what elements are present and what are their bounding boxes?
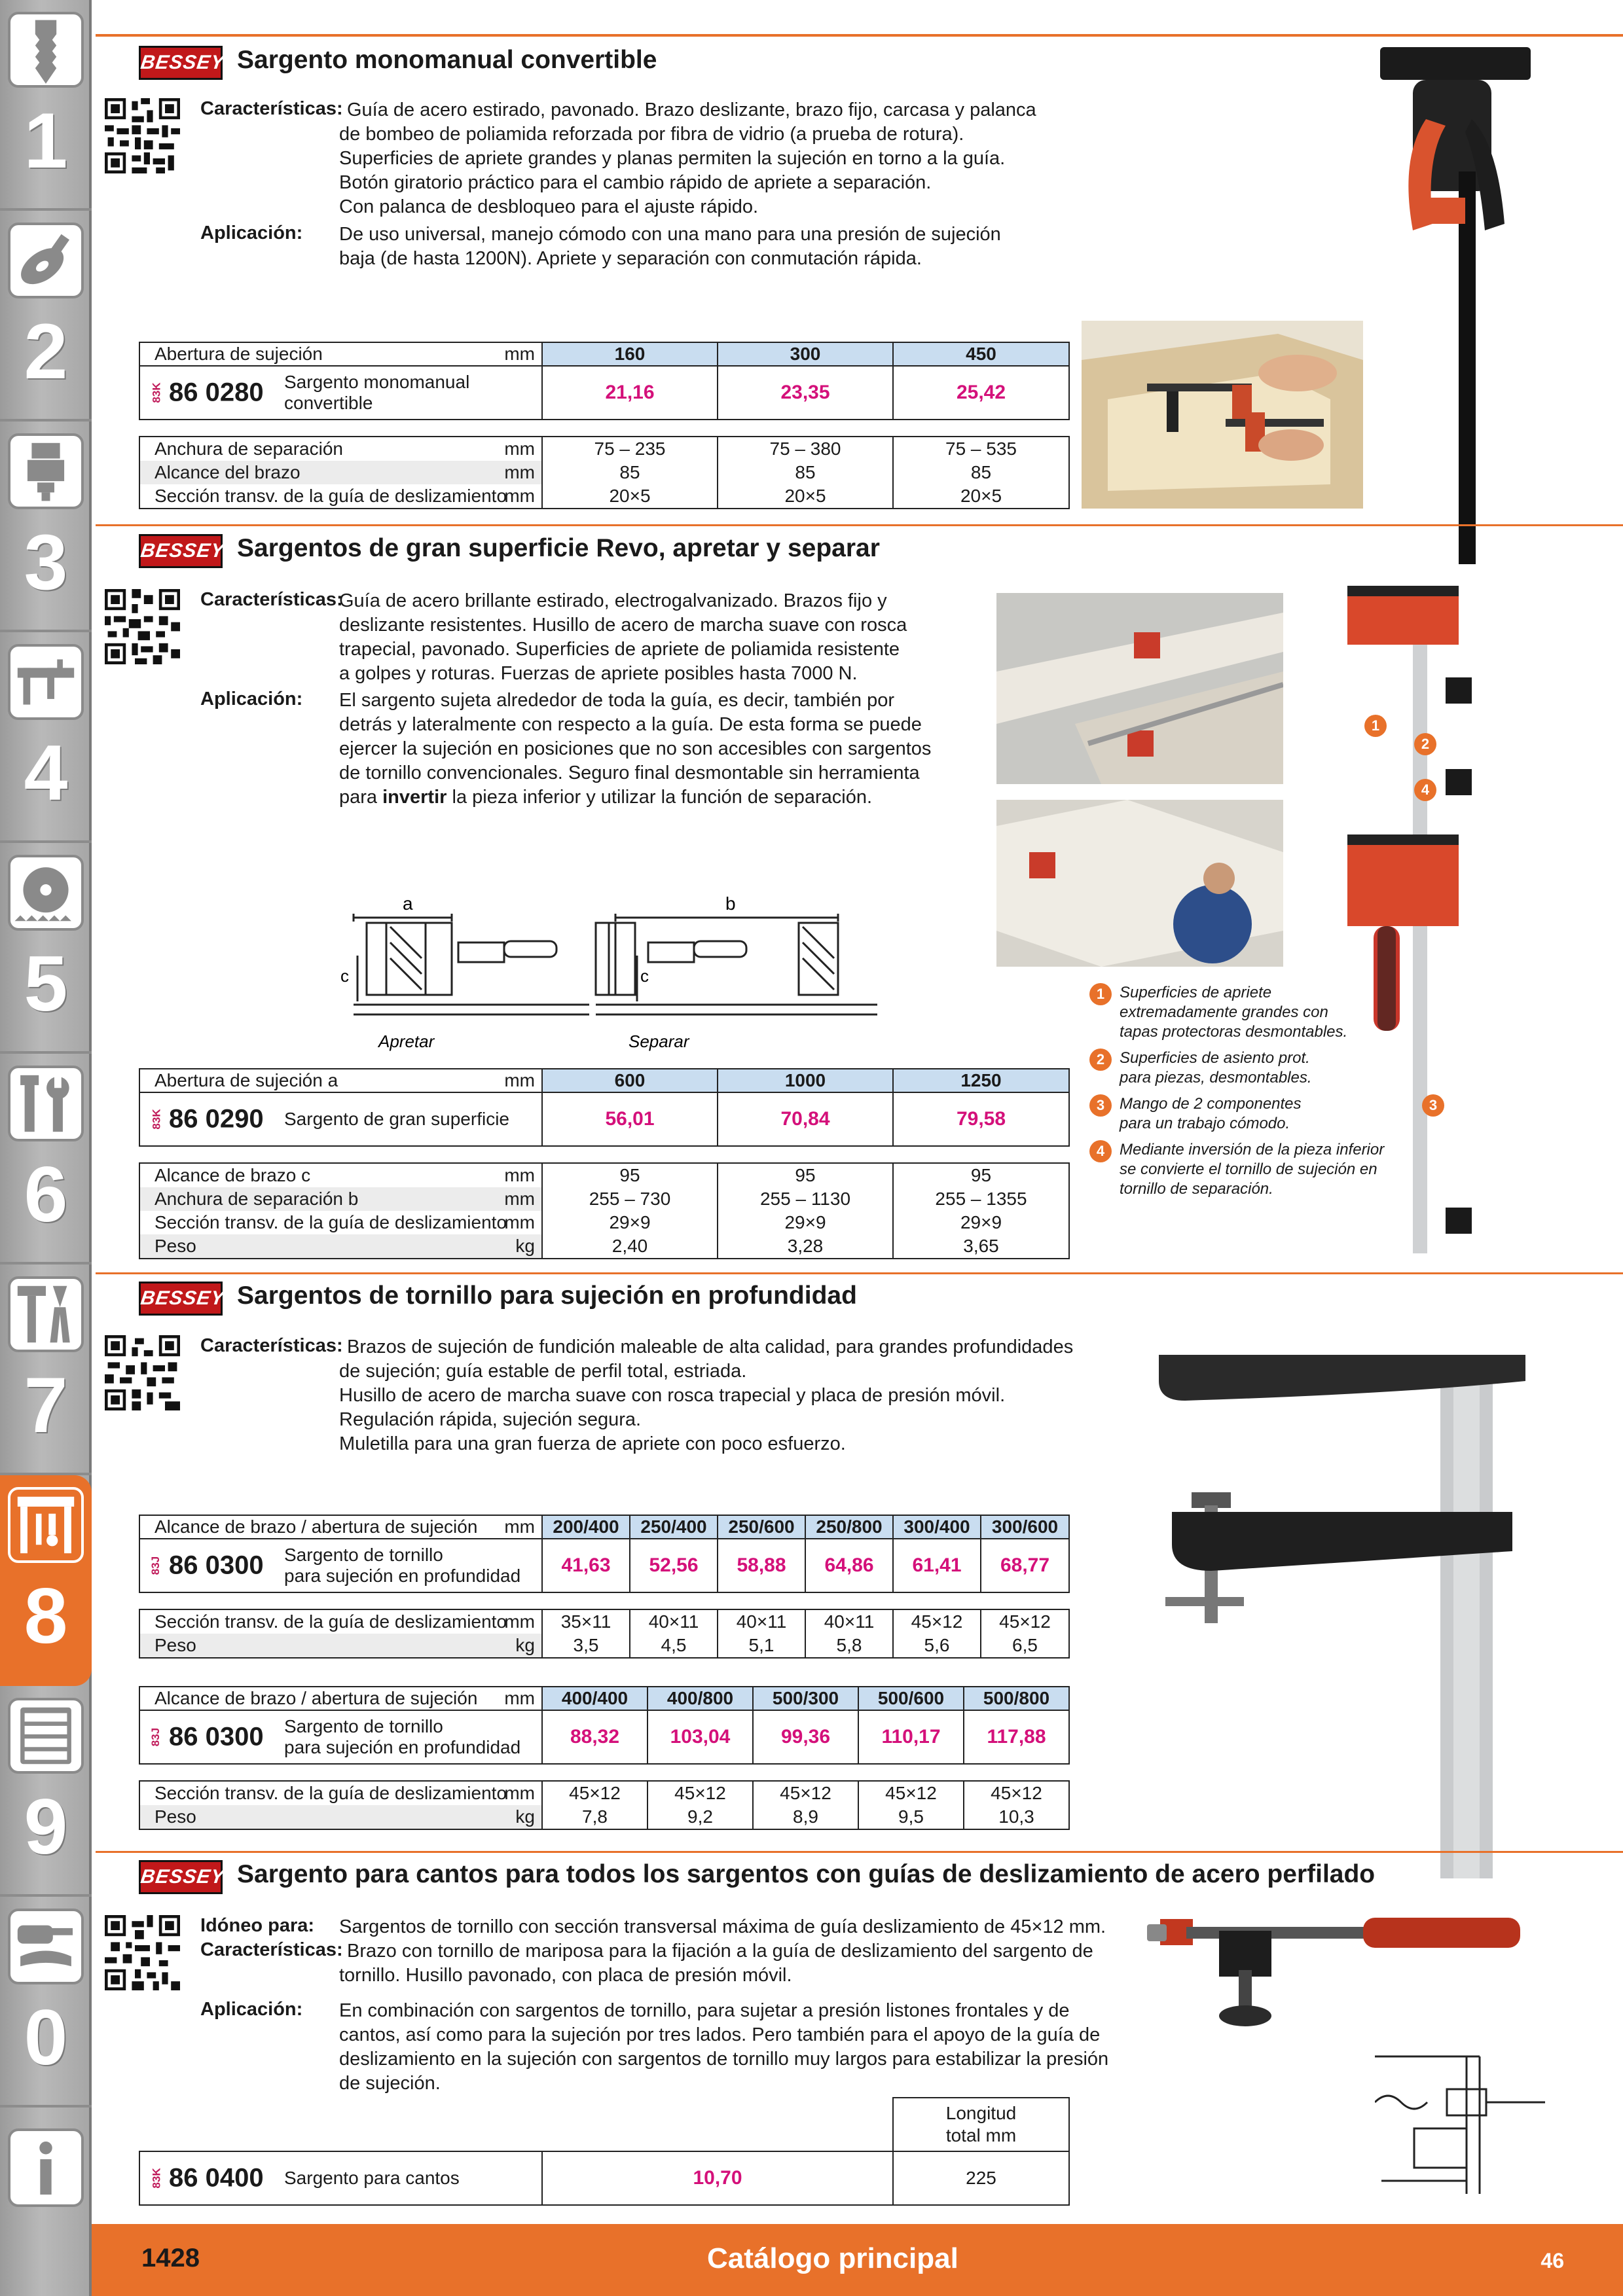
price: 25,42 — [893, 366, 1069, 420]
text-line: De uso universal, manejo cómodo con una mano para una presión de sujeción — [339, 224, 1001, 245]
cell: 45×12 — [753, 1781, 858, 1805]
chapter-number: 9 — [24, 1783, 68, 1871]
chapter-tab-4[interactable] — [0, 632, 92, 843]
product-photo-revo-2 — [996, 800, 1283, 967]
cell: 29×9 — [718, 1211, 893, 1234]
cell: 45×12 — [964, 1781, 1069, 1805]
text-line: baja (de hasta 1200N). Apriete y separación con conmutación rápida. — [339, 248, 922, 269]
article-cell — [139, 1539, 542, 1592]
chapter-sidebar — [0, 0, 92, 2296]
article-number: 86 0400 — [169, 2163, 264, 2193]
column-header: 400/400 — [542, 1687, 647, 1710]
drill-bit-icon — [8, 12, 84, 88]
article-description: Sargento de tornillo para sujeción en profundidad — [284, 1716, 521, 1757]
price: 70,84 — [718, 1092, 893, 1146]
price: 64,86 — [805, 1539, 893, 1592]
cell: 3,5 — [542, 1634, 630, 1658]
column-header: 400/800 — [647, 1687, 753, 1710]
price: 41,63 — [542, 1539, 630, 1592]
article-number: 86 0290 — [169, 1104, 264, 1134]
clamp-function-diagram — [340, 890, 890, 1054]
qr-code-icon[interactable] — [105, 1335, 180, 1410]
header-label: Abertura de sujeción mm — [139, 342, 542, 366]
application-text — [339, 689, 931, 810]
features-label: Características: — [200, 98, 343, 119]
chapter-tab-5[interactable] — [0, 843, 92, 1054]
article-code: 83J — [149, 1556, 162, 1575]
chapter-number: 0 — [24, 1994, 68, 2081]
article-cell — [139, 366, 542, 420]
row-label: Alcance de brazo c mm — [139, 1163, 542, 1187]
column-header: 250/400 — [630, 1515, 718, 1539]
caliper-icon — [8, 644, 84, 720]
spec-table-860300-a — [139, 1515, 1070, 1659]
bessey-logo: BESSEY — [139, 534, 223, 568]
dim-b: b — [725, 893, 736, 914]
cell: 40×11 — [805, 1609, 893, 1634]
cell: 20×5 — [718, 484, 893, 509]
saw-blade-icon — [8, 855, 84, 931]
price: 99,36 — [753, 1710, 858, 1764]
cell: 225 — [893, 2151, 1069, 2205]
spec-table-860290 — [139, 1068, 1070, 1259]
header-row — [139, 2098, 1069, 2151]
feature-legend — [1089, 983, 1384, 1199]
legend-item: 4 Mediante inversión de la pieza inferior se convierte el tornillo de sujeción en tornillo de separación. — [1089, 1140, 1384, 1199]
product-photo-revo-1 — [996, 593, 1283, 784]
cell: 45×12 — [858, 1781, 964, 1805]
column-header: 250/600 — [718, 1515, 805, 1539]
article-row[interactable] — [139, 1539, 1069, 1592]
text-line: Brazos de sujeción de fundición maleable de alta calidad, para grandes profundidades — [347, 1336, 1074, 1357]
features-label: Características: — [200, 589, 343, 610]
application-text — [339, 1999, 1108, 2096]
text-line: Botón giratorio práctico para el cambio rápido de apriete a separación. — [339, 172, 932, 193]
cell: 2,40 — [542, 1234, 718, 1259]
text-line: Muletilla para una gran fuerza de apriete con poco esfuerzo. — [339, 1433, 846, 1454]
section-title: Sargento para cantos para todos los sargentos con guías de deslizamiento de acero perfilado — [237, 1860, 1376, 1888]
spec-row — [139, 1609, 1069, 1634]
cell: 45×12 — [981, 1609, 1069, 1634]
text-line: tornillo. Husillo pavonado, con placa de presión móvil. — [339, 1965, 792, 1986]
features-text — [347, 98, 1036, 122]
column-header: 500/600 — [858, 1687, 964, 1710]
wrench-screwdriver-icon — [8, 1066, 84, 1141]
application-label: Aplicación: — [200, 1999, 303, 2020]
row-label: Sección transv. de la guía de deslizamiento mm — [139, 1609, 542, 1634]
column-header: 500/300 — [753, 1687, 858, 1710]
article-code: 83J — [149, 1727, 162, 1747]
pliers-icon — [8, 1276, 84, 1352]
spacer-row — [139, 1146, 1069, 1163]
text-line: Regulación rápida, sujeción segura. — [339, 1409, 642, 1430]
cell: 255 – 1130 — [718, 1187, 893, 1211]
bessey-logo: BESSEY — [139, 1282, 223, 1316]
row-label: Peso kg — [139, 1234, 542, 1259]
cell: 6,5 — [981, 1634, 1069, 1658]
features-text — [347, 1939, 1093, 1964]
callout-badge: 3 — [1422, 1094, 1444, 1117]
cell: 85 — [542, 461, 718, 484]
page-footer — [92, 2224, 1623, 2296]
chapter-number: 4 — [24, 729, 68, 817]
section-rule — [96, 1851, 1623, 1853]
spacer-row — [139, 1592, 1069, 1609]
spec-row — [139, 1234, 1069, 1259]
spec-row — [139, 1781, 1069, 1805]
dim-c: c — [340, 966, 349, 986]
price: 21,16 — [542, 366, 718, 420]
column-header: 160 — [542, 342, 718, 366]
bessey-logo: BESSEY — [139, 46, 223, 80]
cell: 7,8 — [542, 1805, 647, 1829]
qr-code-icon[interactable] — [105, 1915, 180, 1990]
application-label: Aplicación: — [200, 689, 303, 709]
cell: 29×9 — [542, 1211, 718, 1234]
column-header: 600 — [542, 1069, 718, 1092]
cell: 75 – 380 — [718, 437, 893, 461]
product-photo-clamp-monomanual — [1367, 41, 1550, 571]
cell: 35×11 — [542, 1609, 630, 1634]
text-line: de bombeo de poliamida reforzada por fibra de vidrio (a prueba de rotura). — [339, 124, 964, 145]
header-label: Abertura de sujeción a mm — [139, 1069, 542, 1092]
spec-row — [139, 1805, 1069, 1829]
price: 110,17 — [858, 1710, 964, 1764]
cell: 85 — [718, 461, 893, 484]
grinding-disc-icon — [8, 223, 84, 298]
legend-item: 1 Superficies de apriete extremadamente grandes con tapas protectoras desmontables. — [1089, 983, 1384, 1042]
cell: 40×11 — [718, 1609, 805, 1634]
tool-holder-icon — [8, 433, 84, 509]
cell: 5,8 — [805, 1634, 893, 1658]
header-row — [139, 1687, 1069, 1710]
spec-row — [139, 461, 1069, 484]
text-line: Guía de acero brillante estirado, electrogalvanizado. Brazos fijo y — [339, 590, 887, 611]
application-label: Aplicación: — [200, 223, 303, 243]
article-code: 83K — [150, 382, 163, 403]
product-photo-edge-clamp — [1147, 1905, 1540, 2049]
row-label: Alcance del brazo mm — [139, 461, 542, 484]
column-header: 250/800 — [805, 1515, 893, 1539]
cell: 95 — [542, 1163, 718, 1187]
info-icon — [8, 2128, 84, 2207]
safety-equipment-icon — [8, 1909, 84, 1984]
article-cell — [139, 2151, 542, 2205]
cell: 5,6 — [893, 1634, 981, 1658]
spec-row — [139, 1634, 1069, 1658]
chapter-tab-8[interactable] — [0, 1475, 92, 1686]
product-photo-drawer — [1082, 321, 1363, 509]
row-label: Sección transv. de la guía de deslizamiento mm — [139, 1781, 542, 1805]
chapter-tab-info[interactable] — [0, 2108, 92, 2224]
workbench-tools-icon — [8, 1487, 84, 1563]
price: 52,56 — [630, 1539, 718, 1592]
page-number: 1428 — [141, 2244, 200, 2272]
callout-badge: 1 — [1364, 715, 1387, 737]
article-cell — [139, 1710, 542, 1764]
text-line: de sujeción. — [339, 2073, 441, 2094]
callout-badge: 2 — [1414, 733, 1436, 755]
spec-row — [139, 1211, 1069, 1234]
footer-code: 46 — [1541, 2249, 1564, 2272]
cell: 8,9 — [753, 1805, 858, 1829]
cell: 29×9 — [893, 1211, 1069, 1234]
legend-item: 3 Mango de 2 componentes para un trabajo cómodo. — [1089, 1094, 1384, 1134]
article-code: 83K — [150, 1109, 163, 1130]
spec-row — [139, 484, 1069, 509]
cell: 75 – 535 — [893, 437, 1069, 461]
article-row[interactable] — [139, 366, 1069, 420]
text-line: En combinación con sargentos de tornillo, para sujetar a presión listones frontales y de — [339, 2000, 1070, 2021]
chapter-number: 5 — [24, 940, 68, 1028]
cell: 45×12 — [893, 1609, 981, 1634]
section-title: Sargento monomanual convertible — [237, 46, 657, 74]
dim-a: a — [403, 893, 413, 914]
text-line: de tornillo convencionales. Seguro final desmontable sin herramienta — [339, 762, 920, 783]
price: 58,88 — [718, 1539, 805, 1592]
section-rule — [96, 34, 1623, 37]
cell: 3,28 — [718, 1234, 893, 1259]
suitable-for-text: Sargentos de tornillo con sección transversal máxima de guía deslizamiento de 45×12 mm. — [339, 1916, 1106, 1937]
chapter-number: 3 — [24, 518, 68, 606]
section-title: Sargentos de tornillo para sujeción en profundidad — [237, 1282, 857, 1310]
row-label: Sección transv. de la guía de deslizamiento mm — [139, 1211, 542, 1234]
chapter-tab-9[interactable] — [0, 1686, 92, 1897]
features-label: Características: — [200, 1939, 343, 1960]
column-header: 200/400 — [542, 1515, 630, 1539]
cell: 5,1 — [718, 1634, 805, 1658]
cell: 95 — [893, 1163, 1069, 1187]
text-line: Guía de acero estirado, pavonado. Brazo deslizante, brazo fijo, carcasa y palanca — [347, 99, 1036, 120]
text-line: Brazo con tornillo de mariposa para la fijación a la guía de deslizamiento del sargento de — [347, 1941, 1093, 1962]
row-label: Sección transv. de la guía de deslizamiento mm — [139, 484, 542, 509]
article-code: 83K — [150, 2168, 163, 2189]
cell: 255 – 730 — [542, 1187, 718, 1211]
spacer-row — [139, 1764, 1069, 1781]
features-text — [347, 1335, 1073, 1359]
cell: 3,65 — [893, 1234, 1069, 1259]
text-line: Superficies de apriete grandes y planas permiten la sujeción en torno a la guía. — [339, 148, 1006, 169]
cell: 9,2 — [647, 1805, 753, 1829]
spec-table-860280 — [139, 342, 1070, 509]
article-cell — [139, 1092, 542, 1146]
cell: 9,5 — [858, 1805, 964, 1829]
text-line: deslizante resistentes. Husillo de acero de marcha suave con rosca — [339, 615, 907, 636]
spec-row — [139, 1163, 1069, 1187]
column-header: 300/400 — [893, 1515, 981, 1539]
cell: 40×11 — [630, 1609, 718, 1634]
qr-code-icon[interactable] — [105, 98, 180, 173]
text-line: deslizamiento en la sujeción con sargentos de tornillo muy largos para estabilizar la presión — [339, 2049, 1109, 2070]
cell: 45×12 — [647, 1781, 753, 1805]
header-row — [139, 1069, 1069, 1092]
row-label: Peso kg — [139, 1634, 542, 1658]
text-line: detrás y lateralmente con respecto a la guía. De esta forma se puede — [339, 714, 922, 735]
article-number: 86 0300 — [169, 1551, 264, 1580]
application-text — [339, 223, 1001, 271]
chapter-number: 6 — [24, 1151, 68, 1238]
text-line: de sujeción; guía estable de perfil total, estriada. — [339, 1361, 747, 1382]
features-text-cont — [339, 122, 1005, 219]
column-header: 500/800 — [964, 1687, 1069, 1710]
cell: 20×5 — [542, 484, 718, 509]
text-line: Con palanca de desbloqueo para el ajuste rápido. — [339, 196, 759, 217]
price: 79,58 — [893, 1092, 1069, 1146]
row-label: Peso kg — [139, 1805, 542, 1829]
caption-separar: Separar — [629, 1031, 689, 1051]
price: 88,32 — [542, 1710, 647, 1764]
header-row — [139, 342, 1069, 366]
column-header: 1250 — [893, 1069, 1069, 1092]
text-line: cantos, así como para la sujeción por tres lados. Pero también para el apoyo de la guía de — [339, 2024, 1101, 2045]
chapter-tab-2[interactable] — [0, 211, 92, 422]
spec-row — [139, 437, 1069, 461]
legend-item: 2 Superficies de asiento prot. para piezas, desmontables. — [1089, 1049, 1384, 1088]
price: 117,88 — [964, 1710, 1069, 1764]
features-label: Características: — [200, 1335, 343, 1356]
edge-clamp-drawing — [1375, 2050, 1552, 2200]
text-line: ejercer la sujeción en posiciones que no son accesibles con sargentos — [339, 738, 932, 759]
article-number: 86 0280 — [169, 378, 264, 407]
price: 61,41 — [893, 1539, 981, 1592]
section-rule — [96, 1272, 1623, 1274]
section-title: Sargentos de gran superficie Revo, apretar y separar — [237, 534, 880, 562]
spacer-row — [139, 420, 1069, 437]
price: 23,35 — [718, 366, 893, 420]
row-label: Anchura de separación mm — [139, 437, 542, 461]
features-text-cont — [339, 1359, 1005, 1456]
chapter-number: 2 — [24, 308, 68, 395]
price: 68,77 — [981, 1539, 1069, 1592]
article-row[interactable] — [139, 1710, 1069, 1764]
spec-table-860400 — [139, 2097, 1070, 2206]
cell: 10,3 — [964, 1805, 1069, 1829]
article-description: Sargento de gran superficie — [284, 1109, 509, 1129]
cell: 85 — [893, 461, 1069, 484]
qr-code-icon[interactable] — [105, 589, 180, 664]
cell: 20×5 — [893, 484, 1069, 509]
article-description: Sargento monomanual convertible — [284, 372, 470, 413]
chapter-number: 7 — [24, 1361, 68, 1449]
chapter-number: 1 — [24, 97, 68, 185]
text-line: trapecial, pavonado. Superficies de apriete de poliamida resistente — [339, 639, 900, 660]
text-line: a golpes y roturas. Fuerzas de apriete posibles hasta 7000 N. — [339, 663, 858, 684]
text-line: El sargento sujeta alrededor de toda la guía, es decir, también por — [339, 690, 894, 711]
header-label: Alcance de brazo / abertura de sujeción mm — [139, 1687, 542, 1710]
article-description: Sargento para cantos — [284, 2168, 460, 2188]
bessey-logo: BESSEY — [139, 1860, 223, 1894]
spec-row — [139, 1187, 1069, 1211]
header-row — [139, 1515, 1069, 1539]
length-header: Longitud total mm — [893, 2098, 1069, 2151]
column-header: 300/600 — [981, 1515, 1069, 1539]
price: 10,70 — [542, 2151, 893, 2205]
chapter-number: 8 — [24, 1572, 68, 1660]
cell: 75 – 235 — [542, 437, 718, 461]
chapter-tab-3[interactable] — [0, 422, 92, 632]
cell: 45×12 — [542, 1781, 647, 1805]
chapter-tab-6[interactable] — [0, 1054, 92, 1265]
article-number: 86 0300 — [169, 1722, 264, 1751]
cell: 255 – 1355 — [893, 1187, 1069, 1211]
column-header: 1000 — [718, 1069, 893, 1092]
cell: 4,5 — [630, 1634, 718, 1658]
suitable-for-label: Idóneo para: — [200, 1915, 315, 1936]
spec-table-860300-b — [139, 1686, 1070, 1830]
section-rule — [96, 524, 1623, 526]
cell: 95 — [718, 1163, 893, 1187]
header-label: Alcance de brazo / abertura de sujeción mm — [139, 1515, 542, 1539]
callout-badge: 4 — [1414, 779, 1436, 801]
chapter-tab-1[interactable] — [0, 0, 92, 211]
caption-apretar: Apretar — [378, 1031, 435, 1051]
catalog-title: Catálogo principal — [707, 2242, 958, 2274]
row-label: Anchura de separación b mm — [139, 1187, 542, 1211]
article-row[interactable] — [139, 1092, 1069, 1146]
features-text — [339, 589, 907, 686]
price: 56,01 — [542, 1092, 718, 1146]
article-row[interactable] — [139, 2151, 1069, 2205]
tool-cabinet-icon — [8, 1698, 84, 1774]
features-text-cont — [339, 1964, 792, 1988]
text-line: Husillo de acero de marcha suave con rosca trapecial y placa de presión móvil. — [339, 1385, 1006, 1406]
chapter-tab-7[interactable] — [0, 1265, 92, 1475]
text-line: para invertir la pieza inferior y utilizar la función de separación. — [339, 787, 873, 808]
product-photo-screw-clamp — [1152, 1329, 1545, 1878]
dim-c: c — [640, 966, 649, 986]
article-description: Sargento de tornillo para sujeción en profundidad — [284, 1545, 521, 1586]
column-header: 300 — [718, 342, 893, 366]
column-header: 450 — [893, 342, 1069, 366]
price: 103,04 — [647, 1710, 753, 1764]
chapter-tab-0[interactable] — [0, 1897, 92, 2108]
